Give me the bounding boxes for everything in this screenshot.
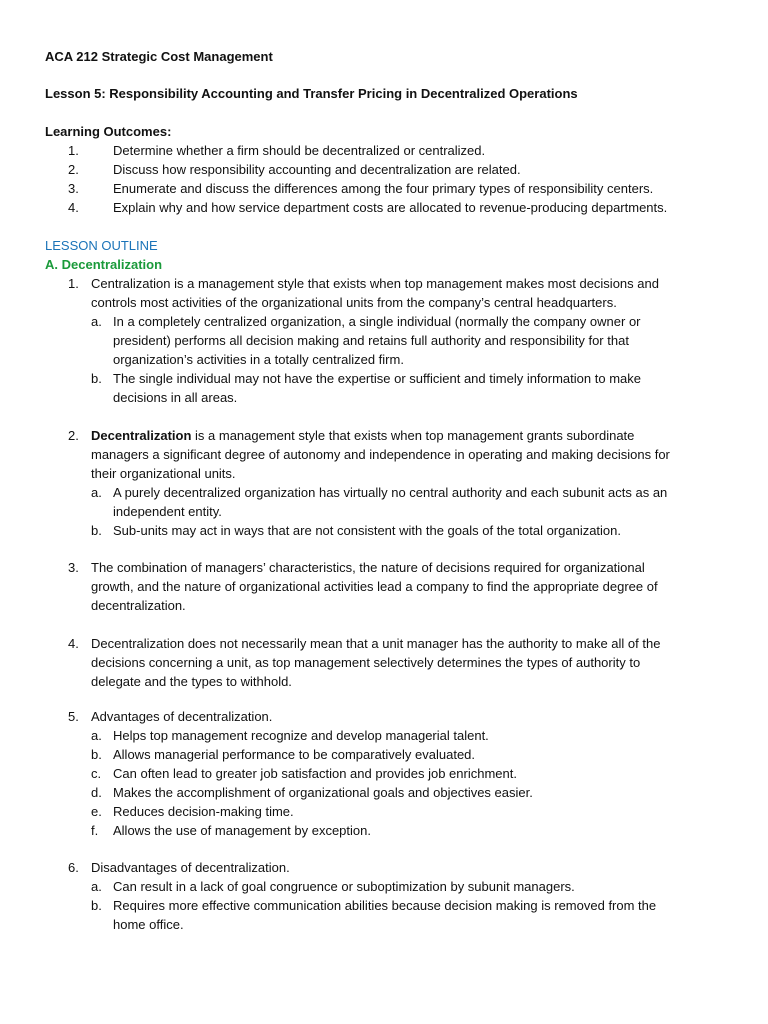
point-2a-text: A purely decentralized organization has virtually no central authority and each subunit acts as an <box>113 485 668 500</box>
point-number: 6. <box>68 860 79 875</box>
point-4-text: delegate and the types to withhold. <box>91 674 292 689</box>
subpoint-label: c. <box>91 766 102 781</box>
subpoint-label: f. <box>91 823 99 838</box>
outcome-number: 3. <box>68 181 79 196</box>
point-3-text: decentralization. <box>91 598 186 613</box>
point-number: 3. <box>68 560 79 575</box>
decentralization-term: Decentralization <box>91 428 192 443</box>
point-number: 1. <box>68 276 79 291</box>
subpoint-label: a. <box>91 485 102 500</box>
advantage-item: Makes the accomplishment of organizational goals and objectives easier. <box>113 785 533 800</box>
disadvantage-item: Can result in a lack of goal congruence or suboptimization by subunit managers. <box>113 879 575 894</box>
learning-outcomes-heading: Learning Outcomes: <box>45 124 172 139</box>
course-title: ACA 212 Strategic Cost Management <box>45 49 273 64</box>
lesson-outline-heading: LESSON OUTLINE <box>45 238 158 253</box>
point-2-first-line <box>91 426 634 445</box>
section-a-heading: A. Decentralization <box>45 257 163 272</box>
advantage-item: Allows managerial performance to be comparatively evaluated. <box>113 747 476 762</box>
point-4-text: decisions concerning a unit, as top management selectively determines the types of authority to <box>91 655 641 670</box>
disadvantage-item: home office. <box>113 917 184 932</box>
outcome-number: 1. <box>68 143 79 158</box>
point-3-text: growth, and the nature of organizational activities lead a company to find the appropriate degree of <box>91 579 658 594</box>
outcome-item: Enumerate and discuss the differences among the four primary types of responsibility centers. <box>113 181 654 196</box>
point-1b-text: The single individual may not have the expertise or sufficient and timely information to make <box>113 371 641 386</box>
point-2-text: managers a significant degree of autonomy and independence in operating and making decisions for <box>91 447 670 462</box>
point-2-first-rest: is a management style that exists when top management grants subordinate <box>191 428 635 443</box>
point-1-text: controls most activities of the organizational units from the company’s central headquarters. <box>91 295 617 310</box>
outcome-item: Discuss how responsibility accounting and decentralization are related. <box>113 162 521 177</box>
outcome-number: 2. <box>68 162 79 177</box>
point-number: 5. <box>68 709 79 724</box>
outcome-number: 4. <box>68 200 79 215</box>
subpoint-label: a. <box>91 879 102 894</box>
subpoint-label: b. <box>91 371 102 386</box>
advantage-item: Reduces decision-making time. <box>113 804 294 819</box>
point-1a-text: president) performs all decision making and retains full authority and responsibility for that <box>113 333 629 348</box>
subpoint-label: a. <box>91 314 102 329</box>
advantage-item: Helps top management recognize and develop managerial talent. <box>113 728 489 743</box>
advantage-item: Allows the use of management by exception. <box>113 823 371 838</box>
subpoint-label: d. <box>91 785 102 800</box>
point-number: 2. <box>68 428 79 443</box>
point-2b-text: Sub-units may act in ways that are not consistent with the goals of the total organization. <box>113 523 622 538</box>
subpoint-label: b. <box>91 898 102 913</box>
point-1a-text: organization’s activities in a totally centralized firm. <box>113 352 404 367</box>
point-6-text: Disadvantages of decentralization. <box>91 860 290 875</box>
point-1a-text: In a completely centralized organization, a single individual (normally the company owner or <box>113 314 641 329</box>
outcome-item: Explain why and how service department costs are allocated to revenue-producing departments. <box>113 200 668 215</box>
outcome-item: Determine whether a firm should be decentralized or centralized. <box>113 143 486 158</box>
subpoint-label: e. <box>91 804 102 819</box>
point-4-text: Decentralization does not necessarily mean that a unit manager has the authority to make all of the <box>91 636 661 651</box>
point-1b-text: decisions in all areas. <box>113 390 238 405</box>
advantage-item: Can often lead to greater job satisfaction and provides job enrichment. <box>113 766 517 781</box>
point-3-text: The combination of managers’ characteristics, the nature of decisions required for organizational <box>91 560 645 575</box>
point-2-text: their organizational units. <box>91 466 236 481</box>
subpoint-label: a. <box>91 728 102 743</box>
point-5-text: Advantages of decentralization. <box>91 709 273 724</box>
point-2a-text: independent entity. <box>113 504 222 519</box>
subpoint-label: b. <box>91 523 102 538</box>
point-number: 4. <box>68 636 79 651</box>
subpoint-label: b. <box>91 747 102 762</box>
disadvantage-item: Requires more effective communication abilities because decision making is removed from the <box>113 898 657 913</box>
point-1-text: Centralization is a management style that exists when top management makes most decisions and <box>91 276 659 291</box>
lesson-title: Lesson 5: Responsibility Accounting and Transfer Pricing in Decentralized Operations <box>45 86 578 101</box>
